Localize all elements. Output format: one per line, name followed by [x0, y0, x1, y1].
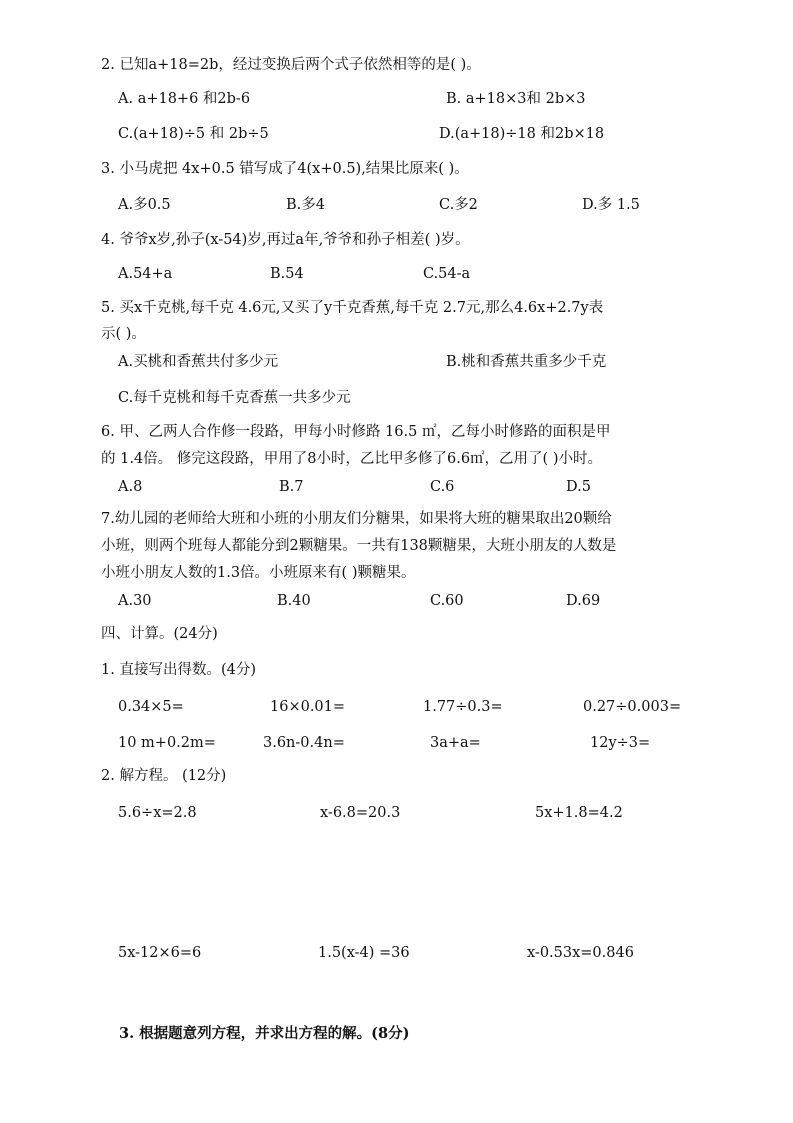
- q7-option-d: D.69: [566, 593, 601, 609]
- q7-option-a: A.30: [118, 593, 152, 609]
- q4-option-b: B.54: [270, 266, 304, 282]
- q4-option-c: C.54-a: [423, 266, 471, 282]
- calc-item: 3a+a=: [430, 735, 481, 751]
- calc-item: 0.34×5=: [118, 699, 184, 715]
- q5-option-b: B.桃和香蕉共重多少千克: [446, 354, 607, 370]
- q7-stem-line3: 小班小朋友人数的1.3倍。小班原来有( )颗糖果。: [101, 565, 416, 581]
- q3-option-c: C.多2: [439, 197, 478, 213]
- q6-option-a: A.8: [118, 479, 143, 495]
- q7-option-b: B.40: [277, 593, 311, 609]
- part-2-title: 2. 解方程。 (12分): [101, 768, 227, 784]
- equation-item: 5x-12×6=6: [118, 945, 202, 961]
- q5-stem-line2: 示( )。: [101, 326, 146, 342]
- calc-item: 12y÷3=: [590, 735, 651, 751]
- calc-item: 3.6n-0.4n=: [263, 735, 345, 751]
- q6-stem-line2: 的 1.4倍。 修完这段路，甲用了8小时，乙比甲多修了6.6㎡，乙用了( )小时。: [101, 451, 602, 467]
- part-1-title: 1. 直接写出得数。(4分): [101, 662, 256, 678]
- q7-option-c: C.60: [430, 593, 464, 609]
- q3-option-b: B.多4: [286, 197, 325, 213]
- equation-item: x-0.53x=0.846: [527, 945, 634, 961]
- q5-stem-line1: 5. 买x千克桃,每千克 4.6元,又买了y千克香蕉,每千克 2.7元,那么4.6x+2.7y表: [101, 300, 604, 316]
- calc-item: 16×0.01=: [270, 699, 346, 715]
- q5-option-c: C.每千克桃和每千克香蕉一共多少元: [118, 390, 351, 406]
- q7-stem-line2: 小班，则两个班每人都能分到2颗糖果。一共有138颗糖果，大班小朋友的人数是: [101, 538, 617, 554]
- q2-option-a: A. a+18+6 和2b-6: [118, 91, 251, 107]
- q7-stem-line1: 7.幼儿园的老师给大班和小班的小朋友们分糖果，如果将大班的糖果取出20颗给: [101, 511, 612, 527]
- part-3-title: 3. 根据题意列方程，并求出方程的解。(8分): [119, 1025, 410, 1042]
- section-4-title: 四、计算。(24分): [101, 626, 218, 642]
- calc-item: 10 m+0.2m=: [118, 735, 216, 751]
- q2-stem: 2. 已知a+18=2b，经过变换后两个式子依然相等的是( )。: [101, 57, 481, 73]
- equation-item: 1.5(x-4) =36: [318, 945, 410, 961]
- q4-option-a: A.54+a: [118, 266, 173, 282]
- q6-stem-line1: 6. 甲、乙两人合作修一段路，甲每小时修路 16.5 ㎡，乙每小时修路的面积是甲: [101, 424, 611, 440]
- equation-item: 5x+1.8=4.2: [535, 805, 623, 821]
- q3-option-a: A.多0.5: [118, 197, 171, 213]
- q4-stem: 4. 爷爷x岁,孙子(x-54)岁,再过a年,爷爷和孙子相差( )岁。: [101, 232, 470, 248]
- q2-option-c: C.(a+18)÷5 和 2b÷5: [118, 126, 269, 142]
- equation-item: 5.6÷x=2.8: [118, 805, 197, 821]
- q2-option-b: B. a+18×3和 2b×3: [446, 91, 586, 107]
- q3-option-d: D.多 1.5: [582, 197, 640, 213]
- equation-item: x-6.8=20.3: [320, 805, 401, 821]
- calc-item: 1.77÷0.3=: [423, 699, 503, 715]
- calc-item: 0.27÷0.003=: [583, 699, 682, 715]
- q2-option-d: D.(a+18)÷18 和2b×18: [439, 126, 605, 142]
- q6-option-d: D.5: [566, 479, 591, 495]
- q6-option-c: C.6: [430, 479, 455, 495]
- q5-option-a: A.买桃和香蕉共付多少元: [118, 354, 279, 370]
- q3-stem: 3. 小马虎把 4x+0.5 错写成了4(x+0.5),结果比原来( )。: [101, 161, 469, 177]
- q6-option-b: B.7: [279, 479, 304, 495]
